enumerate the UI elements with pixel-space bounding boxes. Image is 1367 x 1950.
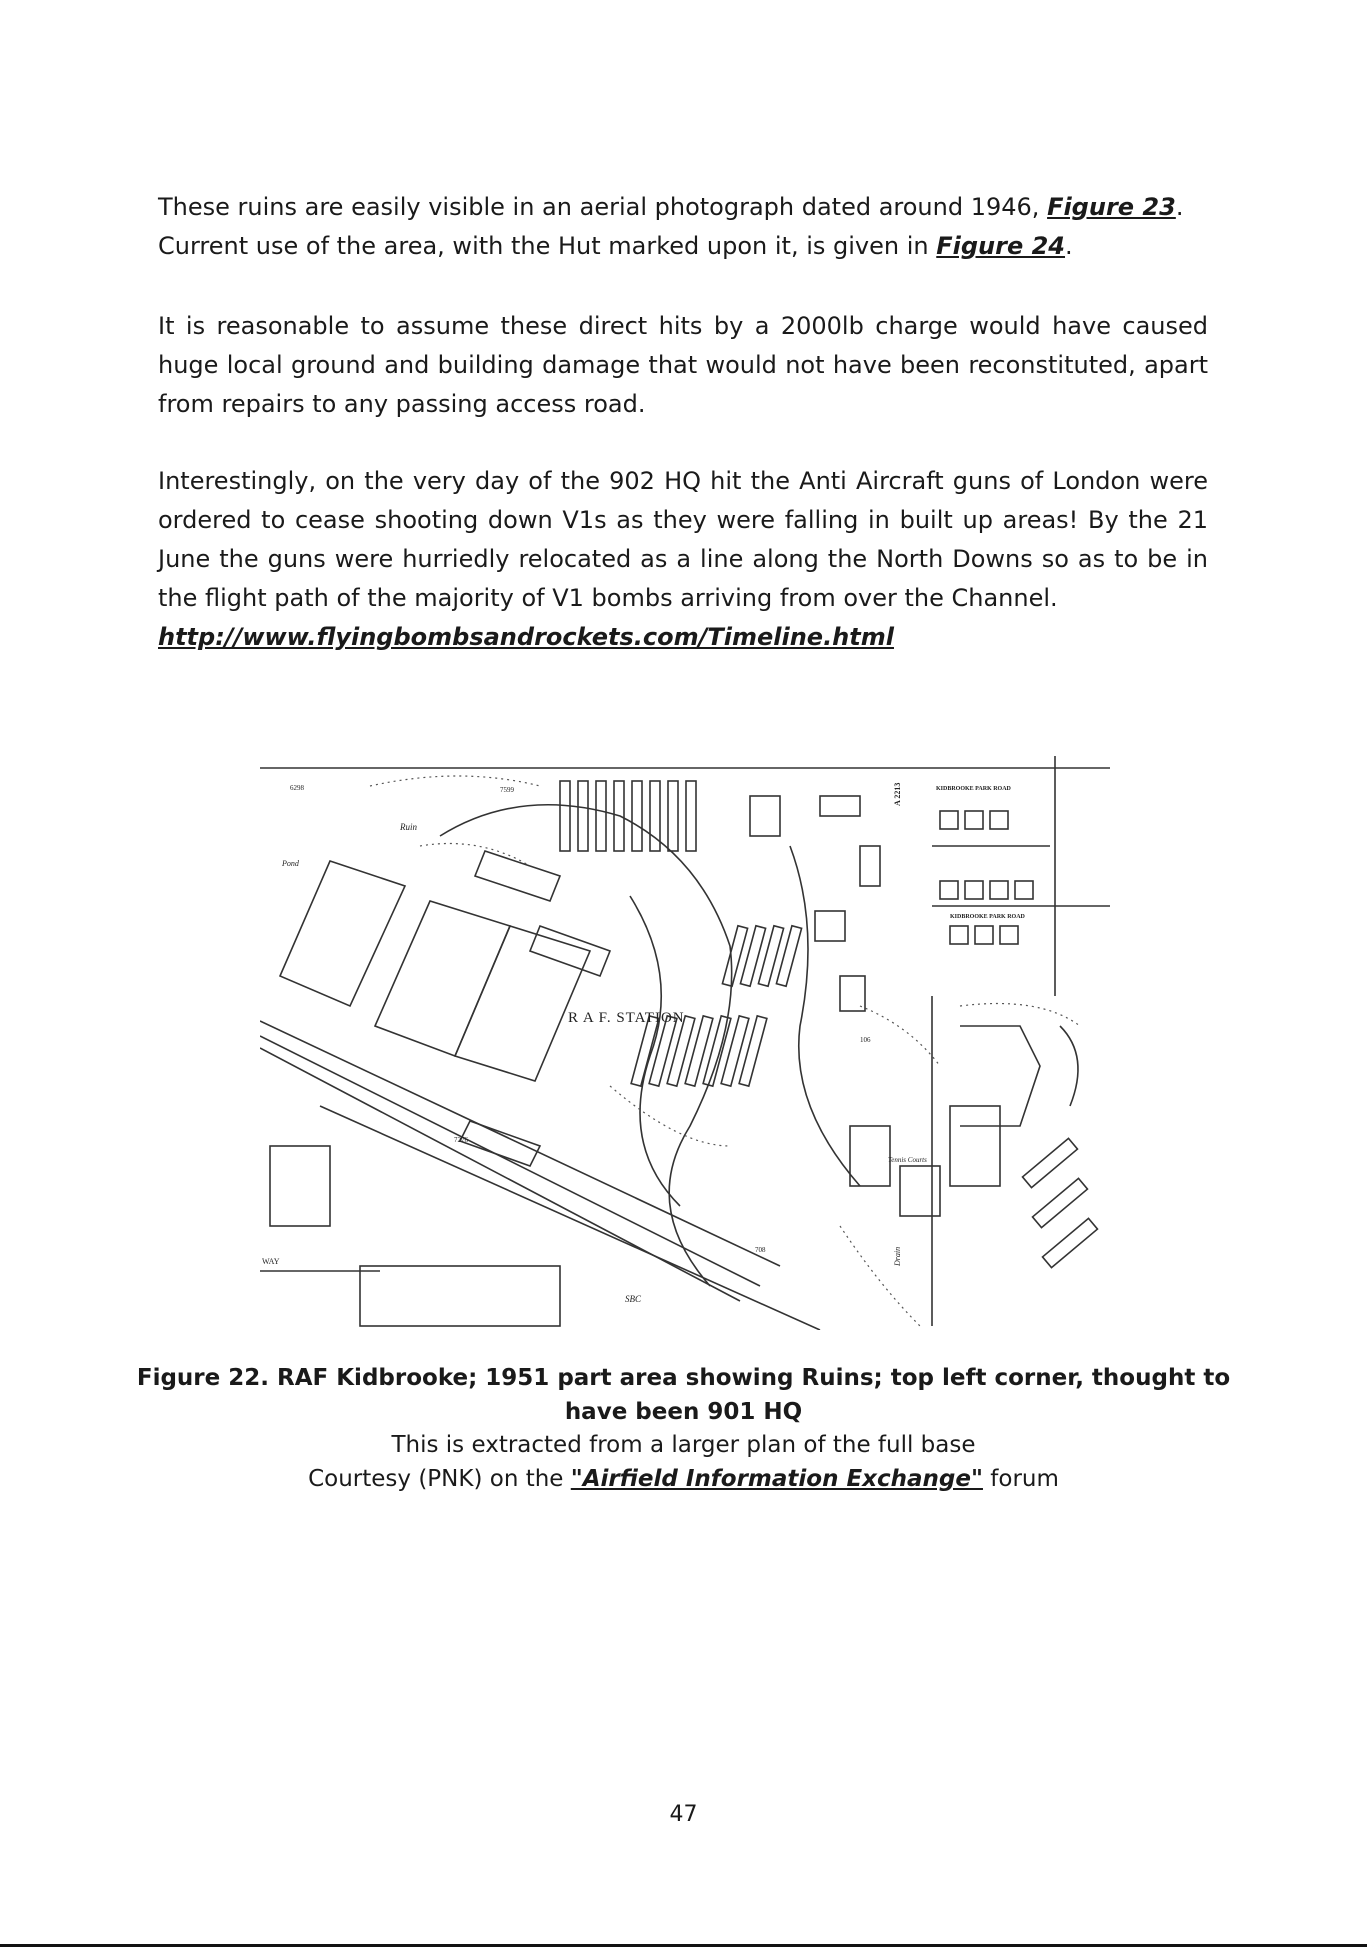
caption-forum-text: forum: [982, 1466, 1059, 1492]
map-pond-label: Pond: [282, 859, 299, 868]
airfield-exchange-link[interactable]: "Airfield Information Exchange": [570, 1466, 983, 1492]
paragraph-aa-guns: [158, 462, 1208, 657]
map-tennis-label: Tennis Courts: [888, 1156, 927, 1164]
map-drawing: [260, 726, 1110, 1330]
map-a2213-label: A 2213: [893, 782, 902, 806]
para-3-text: Interestingly, on the very day of the 902 HQ hit the Anti Aircraft guns of London were ordered to cease shooting down V1s as they were falling in built up areas! By the 21 June the guns were hurriedly relocated as a line along the North Downs so as to be in the flight path of the majority of V1 bombs arriving from over the Channel.: [158, 467, 1208, 612]
map-spot-height-4: 708: [755, 1246, 766, 1254]
page-number: 47: [669, 1802, 698, 1827]
paragraph-damage: It is reasonable to assume these direct hits by a 2000lb charge would have caused huge local ground and building damage that would not have been reconstituted, apart from repairs to any passing access road.: [158, 312, 1208, 418]
figure-24-link[interactable]: Figure 24: [936, 232, 1066, 260]
map-spot-height-3: 7276: [454, 1136, 468, 1144]
map-ruin-label: Ruin: [400, 822, 417, 832]
timeline-url-link[interactable]: http://www.flyingbombsandrockets.com/Timeline.html: [158, 623, 894, 651]
figure-caption-line-1: This is extracted from a larger plan of the full base: [391, 1432, 976, 1458]
page-bottom-rule: [0, 1944, 1367, 1947]
map-sbc-label: SBC: [625, 1294, 642, 1304]
map-spot-height-1: 6298: [290, 784, 304, 792]
map-station-label: R A F. STATION: [568, 1010, 685, 1026]
map-road-label-1: KIDBROOKE PARK ROAD: [936, 786, 1011, 792]
para-1-text-a: These ruins are easily visible in an aerial photograph dated around 1946,: [158, 193, 1048, 221]
figure-caption-line-2: [130, 1462, 1237, 1496]
para-1-text-c: .: [1065, 232, 1073, 260]
kidbrooke-map-figure: [260, 726, 1110, 1330]
figure-caption-title: Figure 22. RAF Kidbrooke; 1951 part area showing Ruins; top left corner, thought to have been 901 HQ: [136, 1365, 1231, 1425]
map-spot-height-2: 7599: [500, 786, 514, 794]
map-way-label: WAY: [262, 1257, 280, 1266]
map-drain-label: Drain: [893, 1246, 902, 1266]
map-spot-height-5: 106: [860, 1036, 871, 1044]
map-road-label-2: KIDBROOKE PARK ROAD: [950, 914, 1025, 920]
paragraph-figure-refs: [158, 188, 1208, 266]
para-1-text-b: . Current use of the area, with the Hut marked upon it, is given in: [158, 193, 1184, 260]
caption-courtesy-text: Courtesy (PNK) on the: [308, 1466, 571, 1492]
figure-23-link[interactable]: Figure 23: [1047, 193, 1176, 221]
